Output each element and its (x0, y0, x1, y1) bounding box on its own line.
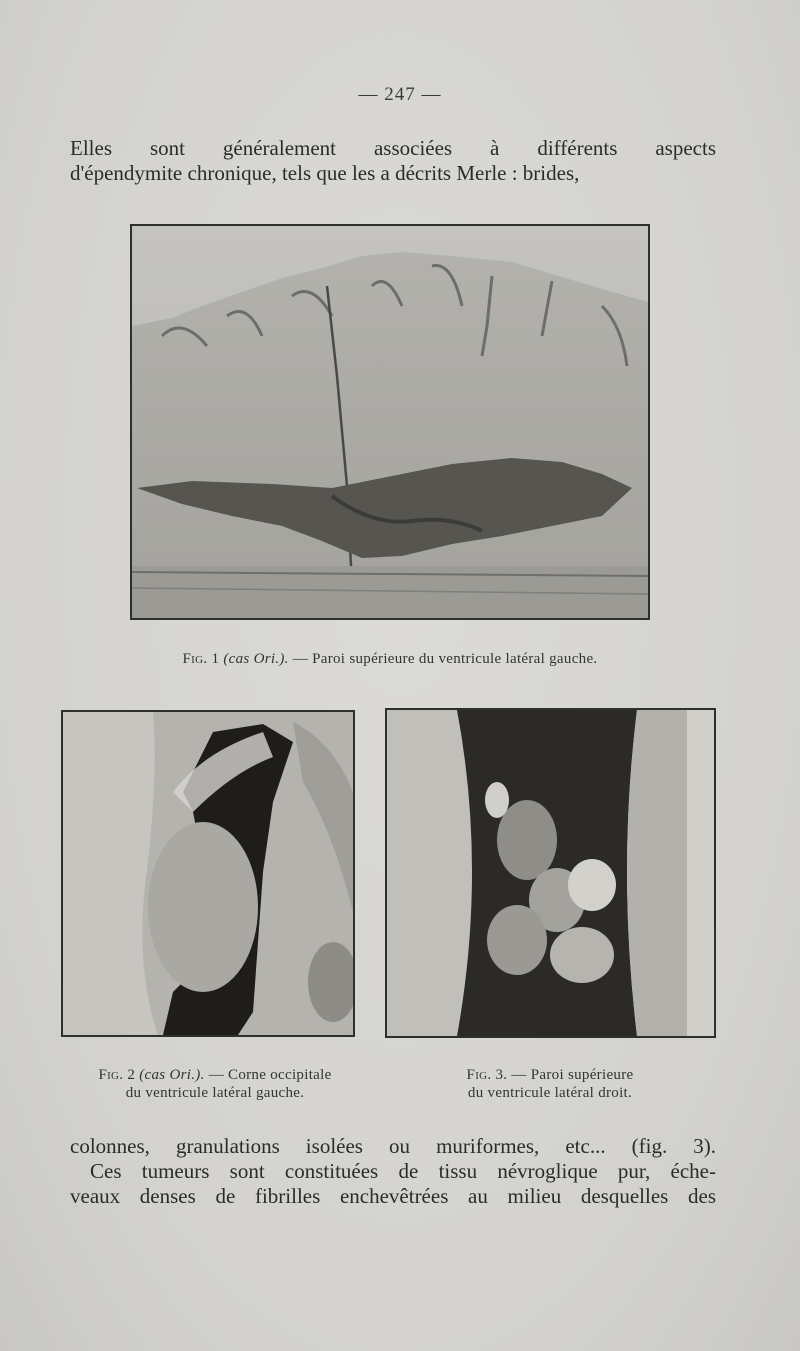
figure-2-caption-line-1: — Corne occipitale (208, 1067, 332, 1083)
figure-3-caption-line-2: du ventricule latéral droit. (467, 1085, 633, 1101)
figure-2-caption-line-2: du ventricule latéral gauche. (125, 1085, 305, 1101)
figure-2-caption (55, 1066, 375, 1102)
intro-paragraph (70, 136, 716, 186)
closing-line-3: veaux denses de fibrilles enchevêtrées au milieu desquelles des (70, 1184, 716, 1208)
intro-line-2: d'épendymite chronique, tels que les a décrits Merle : brides, (70, 161, 580, 185)
figure-1-photo (130, 224, 650, 620)
figure-3-caption (395, 1066, 705, 1102)
figure-1-caption-text: — Paroi supérieure du ventricule latéral gauche. (292, 651, 598, 667)
closing-line-2: Ces tumeurs sont constituées de tissu névroglique pur, éche- (90, 1159, 716, 1183)
figure-1-caption (110, 650, 670, 668)
figure-2-label: Fig. 2 (98, 1067, 136, 1083)
closing-line-1: colonnes, granulations isolées ou muriformes, etc... (fig. 3). (70, 1134, 716, 1158)
figure-3-photo (385, 708, 716, 1038)
figure-2-case: (cas Ori.). (139, 1067, 205, 1083)
figure-1-case: (cas Ori.). (223, 651, 289, 667)
figure-3-caption-line-1: — Paroi supérieure (511, 1067, 634, 1083)
intro-line-1: Elles sont généralement associées à différents aspects (70, 136, 716, 160)
figure-2-photo (61, 710, 355, 1037)
figure-3-label: Fig. 3. (466, 1067, 508, 1083)
figure-1-label: Fig. 1 (182, 651, 220, 667)
page-number: — 247 — (358, 84, 442, 105)
closing-paragraph (70, 1134, 716, 1209)
